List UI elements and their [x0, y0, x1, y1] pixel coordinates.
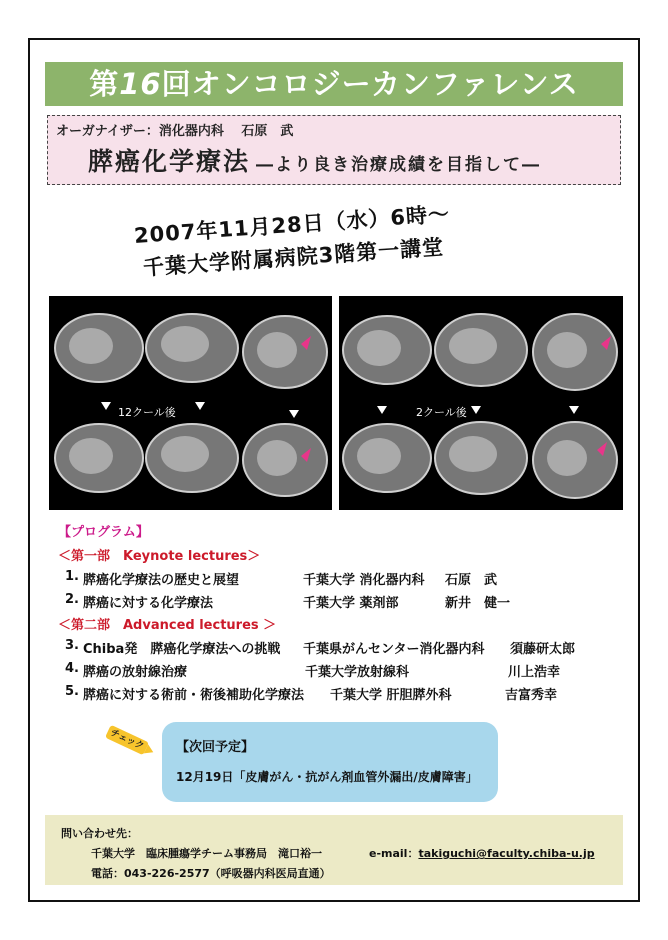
title-number: 16 — [119, 67, 162, 101]
item-topic: 膵癌化学療法の歴史と展望 — [83, 573, 240, 588]
item-speaker: 石原 武 — [445, 573, 498, 588]
item-number: 4. — [65, 661, 79, 676]
email-line — [369, 845, 595, 861]
email-label: e-mail： — [369, 847, 419, 860]
event-date: 2007年11月28日（水）6時～ — [133, 201, 451, 248]
down-arrow-icon — [377, 406, 387, 414]
left-image-label: 12クール後 — [118, 406, 176, 419]
item-number: 3. — [65, 638, 79, 653]
item-speaker: 川上浩幸 — [508, 665, 561, 680]
item-affiliation: 千葉大学 薬剤部 — [303, 596, 399, 611]
contact-phone: 電話：043-226-2577（呼吸器内科医局直通） — [91, 867, 331, 880]
program-item — [65, 592, 511, 611]
program-item — [65, 638, 576, 657]
next-schedule-heading: 【次回予定】 — [176, 740, 255, 755]
organizer-box — [47, 115, 621, 185]
part-two-heading: ＜第二部 Advanced lectures ＞ — [58, 618, 277, 633]
down-arrow-icon — [195, 402, 205, 410]
next-schedule-box — [162, 722, 498, 802]
item-affiliation: 千葉大学 消化器内科 — [303, 573, 425, 588]
event-venue: 千葉大学附属病院3階第一講堂 — [142, 234, 445, 280]
item-topic: 膵癌の放射線治療 — [83, 665, 188, 680]
down-arrow-icon — [471, 406, 481, 414]
item-speaker: 須藤研太郎 — [510, 642, 576, 657]
program-item — [65, 569, 498, 588]
item-affiliation: 千葉大学放射線科 — [305, 665, 410, 680]
title-suffix: 回オンコロジーカンファレンス — [161, 67, 579, 101]
contact-heading: 問い合わせ先： — [61, 827, 138, 840]
program-heading: 【プログラム】 — [58, 525, 149, 540]
item-topic: Chiba発 膵癌化学療法への挑戦 — [83, 642, 281, 657]
down-arrow-icon — [101, 402, 111, 410]
topic-title — [88, 142, 541, 178]
right-image-label: 2クール後 — [416, 406, 467, 419]
item-topic: 膵癌に対する術前・術後補助化学療法 — [83, 688, 305, 703]
part-one-heading: ＜第一部 Keynote lectures＞ — [58, 549, 261, 564]
down-arrow-icon — [569, 406, 579, 414]
item-number: 5. — [65, 684, 79, 699]
topic-main: 膵癌化学療法 — [88, 147, 251, 176]
ct-image-left — [49, 296, 332, 510]
item-affiliation: 千葉県がんセンター消化器内科 — [303, 642, 485, 657]
down-arrow-icon — [289, 410, 299, 418]
item-number: 2. — [65, 592, 79, 607]
contact-office: 千葉大学 臨床腫瘍学チーム事務局 滝口裕一 — [91, 847, 322, 860]
topic-subtitle: ―より良き治療成績を目指して― — [256, 155, 542, 175]
next-schedule-body: 12月19日「皮膚がん・抗がん剤血管外漏出/皮膚障害」 — [176, 770, 478, 784]
program-item — [65, 661, 561, 680]
organizer-line: オーガナイザー：消化器内科 石原 武 — [56, 124, 294, 139]
title-prefix: 第 — [89, 67, 120, 101]
item-speaker: 吉富秀幸 — [505, 688, 558, 703]
contact-box — [45, 815, 623, 885]
check-tag: チェック — [105, 725, 149, 755]
ct-image-right — [339, 296, 623, 510]
program-item — [65, 684, 558, 703]
item-affiliation: 千葉大学 肝胆膵外科 — [330, 688, 452, 703]
email-link[interactable]: takiguchi@faculty.chiba-u.jp — [418, 847, 595, 860]
item-topic: 膵癌に対する化学療法 — [83, 596, 214, 611]
conference-title — [45, 62, 623, 106]
item-speaker: 新井 健一 — [445, 596, 511, 611]
item-number: 1. — [65, 569, 79, 584]
